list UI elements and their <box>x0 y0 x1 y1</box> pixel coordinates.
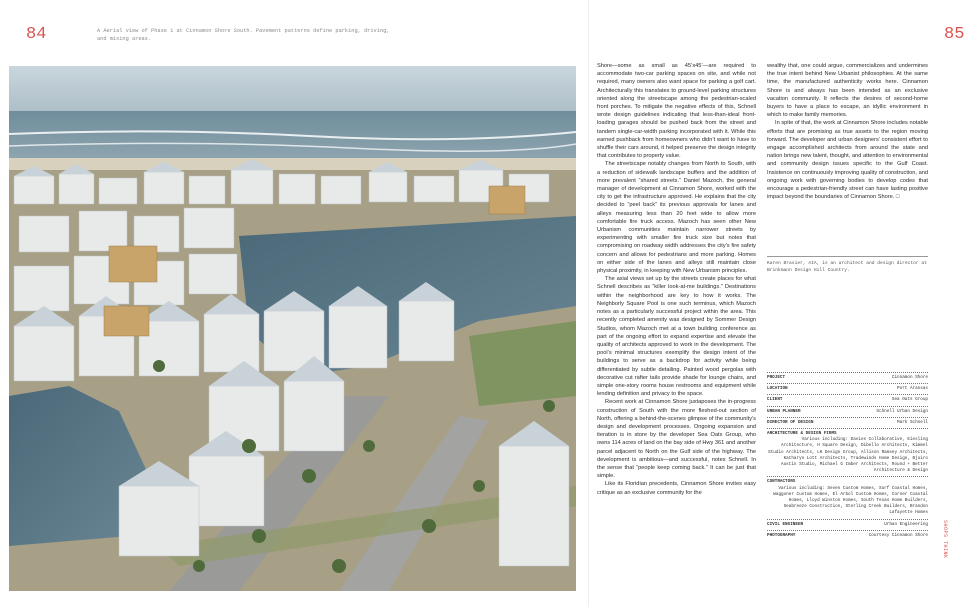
credit-key: CIVIL ENGINEER <box>767 521 804 527</box>
credit-value: Various including: Davies Collaborative, Eiesling Architecture, H Square Design, Dibello Architects, Kimmel Studio Architects, LK Design Group, Allison Ramsey Architects, Katharyn Lott Architects, Tradewinds Home Design, Bjuiro Austin Studio, Michael G Imber Architects, Round + Better Architecture & Design <box>768 437 928 474</box>
credit-row <box>767 372 928 383</box>
credit-row <box>767 394 928 405</box>
paragraph: Shore—some as small as 45’x45’—are required to accommodate two-car parking spaces on site, and while not required, many owners also want space for parking a golf cart. Architecturally this translates to ground-level parking structures oriented along the streetscape among the pedestrian-scaled front porches. To mitigate the negative effects of this, Schnell wrote design guidelines indicating that less-than-ideal front-loading garages should be pushed back from the street and tandem single-car-width parking incorporated with it. While this earned pushback from homeowners who didn’t want to have to shuffle their cars around, it helped preserve the design integrity that contributes to property value. <box>597 63 756 160</box>
credit-value: Various including: Seven Custom Homes, Surf Coastal Homes, Waggoner Custom Homes, El Arbol Custom Homes, Corner Coastal Homes, Lloyd Winston Homes, South Texas Home Builders, Seabreeze Construction, Sterling Creek Builders, Brandon Lafayette Homes <box>773 485 928 516</box>
credit-row <box>767 530 928 541</box>
paragraph: The axial views set up by the streets create places for what Schnell describes as “killer look-at-me buildings.” Destinations within the neighborhood are key to how it works. The Neighborly Square Pool is one such terminus, which Mazoch notes as a particularly successful project within the area. This recently completed amenity was designed by Sommer Design Studios, whom Mazoch met at a town building conference as part of the ongoing effort to expand expertise and elevate the quality of architects approved to work in the development. The pool’s minimal structures exemplify the design intent of the buildings to serve as a backdrop for activity while being differentiated by subtle detailing. Painted wood pergolas with decorative cut rafter tails provide shade for lounge chairs, and simple one-story rooms house restrooms and equipment while lending definition and privacy to the space. <box>597 276 756 398</box>
credit-value: Sea Oats Group <box>891 397 928 403</box>
project-credits <box>767 372 928 541</box>
credit-row <box>767 383 928 394</box>
credit-row <box>767 476 928 518</box>
article-column-2 <box>767 62 928 201</box>
credit-row <box>767 428 928 476</box>
author-bio: Karen Brasier, AIA, is an architect and design director at Brinkmann Design Hill Country. <box>767 256 928 274</box>
section-side-label: SHOPS THINK <box>942 520 948 559</box>
credit-key: CLIENT <box>767 397 783 403</box>
credit-key: DIRECTOR OF DESIGN <box>767 419 814 425</box>
photo-caption: A Aerial view of Phase 1 at Cinnamon Shore South. Pavement patterns define parking, driving, and mixing areas. <box>97 28 390 42</box>
article-column-1 <box>597 62 756 497</box>
aerial-photo <box>9 66 576 591</box>
paragraph: In spite of that, the work at Cinnamon Shore includes notable efforts that are promising as true assets to the region moving forward. The developer and urban designers’ consistent effort to engage accomplished architects from around the state and nation brings new talent, thought, and attention to environmental and community design issues specific to the Gulf Coast. Insistence on continuously improving quality of construction, and ongoing work with governing bodies to develop codes that encourage a pedestrian-friendly street can have lasting positive impact beyond the boundaries of Cinnamon Shore. □ <box>767 120 928 201</box>
credit-value: Cinnamon Shore <box>891 375 928 380</box>
credit-row <box>767 519 928 530</box>
credit-value: Courtesy Cinnamon Shore <box>868 532 928 538</box>
credit-value: Mark Schnell <box>897 419 928 425</box>
credit-key: URBAN PLANNER <box>767 408 801 414</box>
paragraph: wealthy that, one could argue, commercializes and undermines the true intent behind New Urbanist philosophies. At the same time, the manufactured authenticity works here. Cinnamon Shore is and always has been intended as an exclusive vacation community. It reflects the desires of second-home buyers to have a place to escape, an idyllic environment in which to make family memories. <box>767 63 928 119</box>
paragraph: The streetscape notably changes from North to South, with a reduction of sidewalk landscape buffers and the addition of more prevalent “shared streets.” Daniel Mazoch, the general manager of development at Cinnamon Shore, worked with the city to get the infrastructure approved. He explains that the city decided to “peel back” its previous approvals for lanes and alleys measuring less than 20 feet wide to allow more comfortable fire truck access. Mazoch has seen other New Urbanism communities maintain narrower streets by experimenting with smaller fire truck size but notes that compromising on roadway width addresses the city’s fire safety concern and allows for pedestrians and more parking. Homes on either side of the lanes and alleys still maintain close physical proximity, in keeping with New Urbanism principles. <box>597 161 756 275</box>
page-number-left: 84 <box>26 25 47 44</box>
paragraph: Recent work at Cinnamon Shore juxtaposes the in-progress construction of South with the more fleshed-out section of North, offering a behind-the-scenes glimpse of the community’s design and development processes. Ongoing expansion and iteration is in store by the developer Sea Oats Group, who owns 114 acres of land on the bay side of Hwy 361 and another parcel adjacent to North on the Gulf side of the highway. The development is ambitious—and successful, notes Schnell. In the sense that “people keep coming back.” It can be just that simple. <box>597 399 756 480</box>
page-fold <box>588 0 589 607</box>
credit-key: LOCATION <box>767 386 788 392</box>
credit-key: CONTRACTORS <box>767 479 796 485</box>
credit-row <box>767 417 928 428</box>
credit-value: Urban Engineering <box>884 521 928 527</box>
credit-key: PROJECT <box>767 375 786 380</box>
paragraph: Like its Floridian precedents, Cinnamon Shore invites easy critique as an exclusive community for the <box>597 481 756 496</box>
credit-row <box>767 406 928 417</box>
credit-key: PHOTOGRAPHY <box>767 532 796 538</box>
credit-key: ARCHITECTURE & DESIGN FIRMS <box>767 431 837 437</box>
page-number-right: 85 <box>944 25 965 44</box>
credit-value: Schnell Urban Design <box>876 408 928 414</box>
credit-value: Port Aransas <box>897 386 928 392</box>
